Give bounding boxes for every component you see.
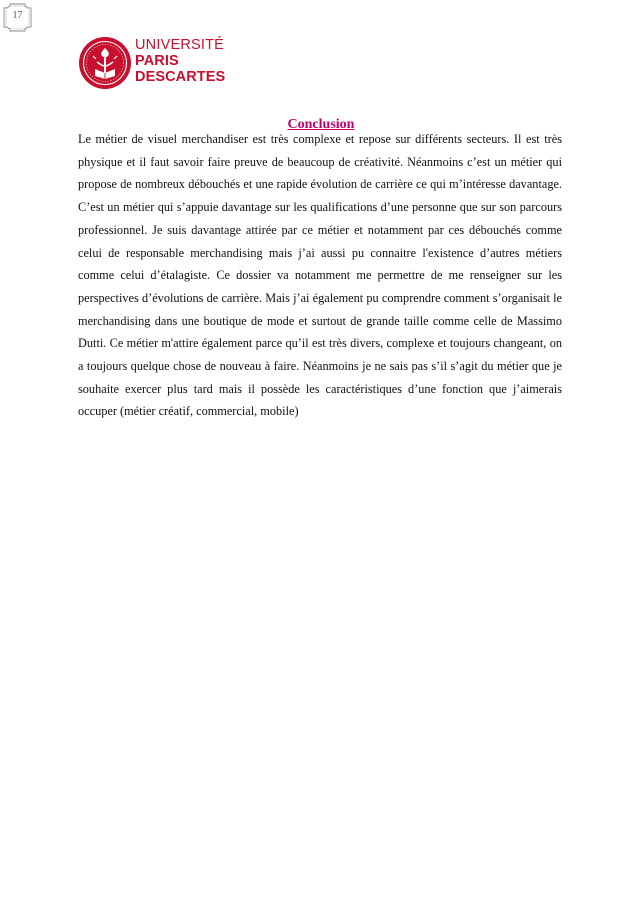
- page-number-badge: [3, 3, 32, 32]
- university-wordmark: [135, 37, 225, 85]
- page-number: 17: [12, 10, 23, 21]
- conclusion-paragraph: Le métier de visuel merchandiser est très complexe et repose sur différents secteurs. Il est très physique et il faut savoir faire preuve de beaucoup de créativité. Néanmoins c’est un métier qui propose de nombreux débouchés et une rapide évolution de carrière ce qui m’intéresse davantage. C’est un métier qui s’appuie davantage sur les qualifications d’une personne que sur son parcours professionnel. Je suis davantage attirée par ce métier et notamment par ces débouchés comme celui de responsable merchandising mais j’ai aussi pu connaitre l'existence d’autres métiers comme celui d’étalagiste. Ce dossier va notamment me permettre de me renseigner sur les perspectives d’évolutions de carrière. Mais j’ai également pu comprendre comment s’organisait le merchandising dans une boutique de mode et surtout de grande taille comme celle de Massimo Dutti. Ce métier m'attire également parce qu’il est très divers, complexe et toujours changeant, on a toujours quelque chose de nouveau à faire. Néanmoins je ne sais pas s’il s’agit du métier que je souhaite exercer plus tard mais il possède les caractéristiques d’une fonction que j’aimerais occuper (métier créatif, commercial, mobile): [78, 132, 562, 419]
- logo-line-descartes: DESCARTES: [135, 69, 226, 85]
- university-logo: [78, 36, 238, 92]
- section-heading: Conclusion: [287, 117, 355, 132]
- logo-line-paris: PARIS: [135, 53, 179, 69]
- logo-line-universite: UNIVERSITÉ: [135, 37, 225, 53]
- university-seal-icon: [78, 36, 132, 90]
